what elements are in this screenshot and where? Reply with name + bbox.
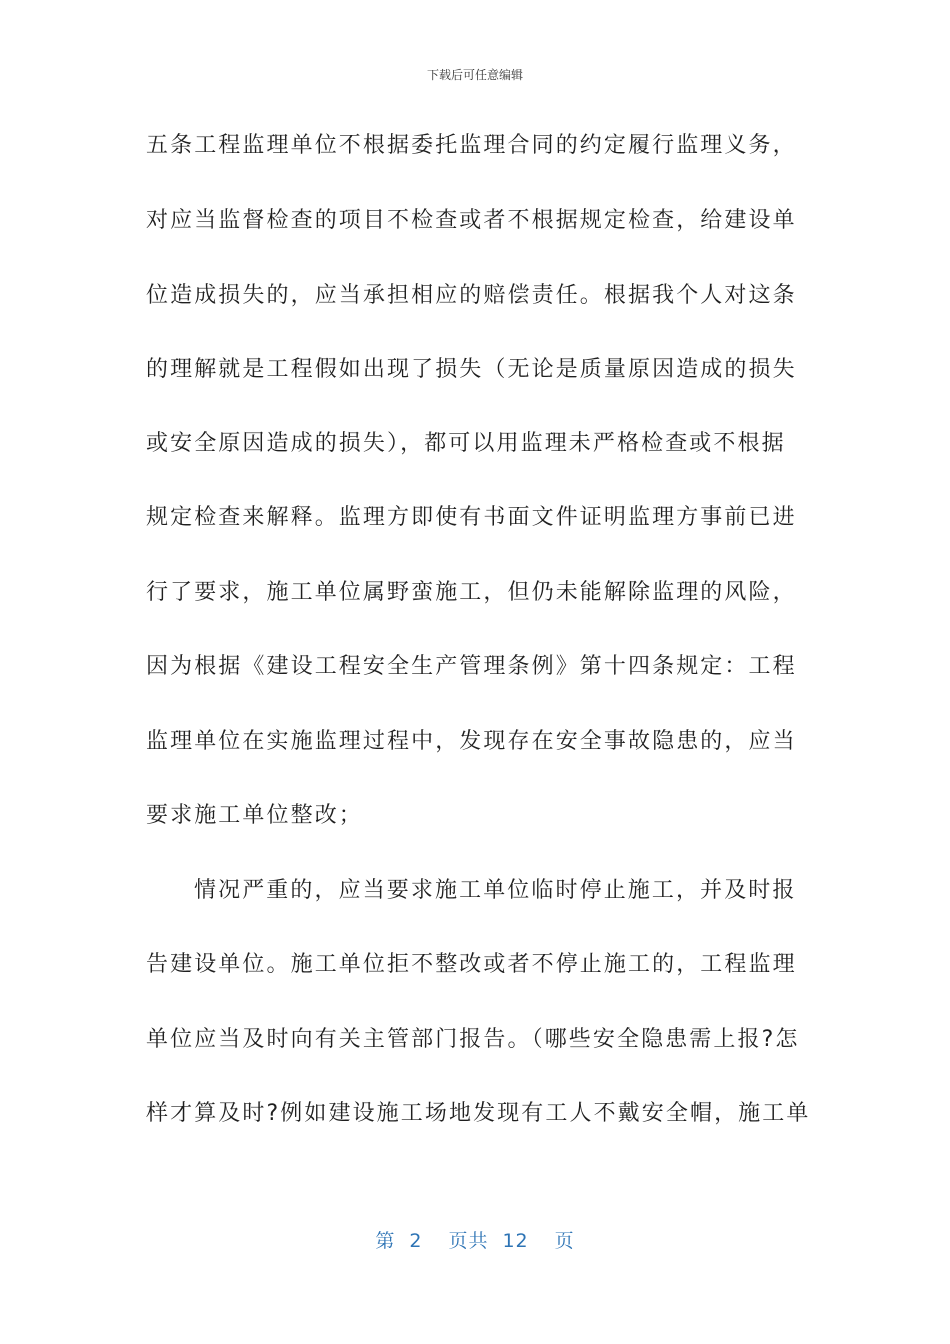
footer-current-page: 2 (409, 1230, 423, 1252)
body-line-9: 监理单位在实施监理过程中，发现存在安全事故隐患的，应当 (146, 729, 797, 754)
body-line-6: 规定检查来解释。监理方即使有书面文件证明监理方事前已进 (146, 505, 797, 530)
body-line-5: 或安全原因造成的损失），都可以用监理未严格检查或不根据 (146, 431, 786, 456)
body-line-10: 要求施工单位整改； (146, 803, 363, 828)
footer-middle: 页共 (448, 1230, 489, 1252)
body-line-4: 的理解就是工程假如出现了损失（无论是质量原因造成的损失 (146, 357, 797, 382)
page-footer (0, 1226, 950, 1253)
body-line-12: 告建设单位。施工单位拒不整改或者不停止施工的，工程监理 (146, 952, 797, 977)
body-line-2: 对应当监督检查的项目不检查或者不根据规定检查，给建设单 (146, 208, 797, 233)
body-line-11: 情况严重的，应当要求施工单位临时停止施工，并及时报 (194, 878, 797, 903)
footer-total-pages: 12 (502, 1230, 529, 1252)
body-line-13: 单位应当及时向有关主管部门报告。（哪些安全隐患需上报?怎 (146, 1027, 800, 1052)
page-header: 下载后可任意编辑 (426, 68, 523, 82)
body-line-14: 样才算及时?例如建设施工场地发现有工人不戴安全帽，施工单 (146, 1101, 811, 1126)
body-line-8: 因为根据《建设工程安全生产管理条例》第十四条规定：工程 (146, 654, 797, 679)
body-line-7: 行了要求，施工单位属野蛮施工，但仍未能解除监理的风险， (146, 580, 797, 605)
footer-suffix: 页 (554, 1230, 575, 1252)
body-line-1: 五条工程监理单位不根据委托监理合同的约定履行监理义务， (146, 133, 797, 158)
body-line-3: 位造成损失的，应当承担相应的赔偿责任。根据我个人对这条 (146, 283, 797, 308)
footer-prefix: 第 (375, 1230, 396, 1252)
